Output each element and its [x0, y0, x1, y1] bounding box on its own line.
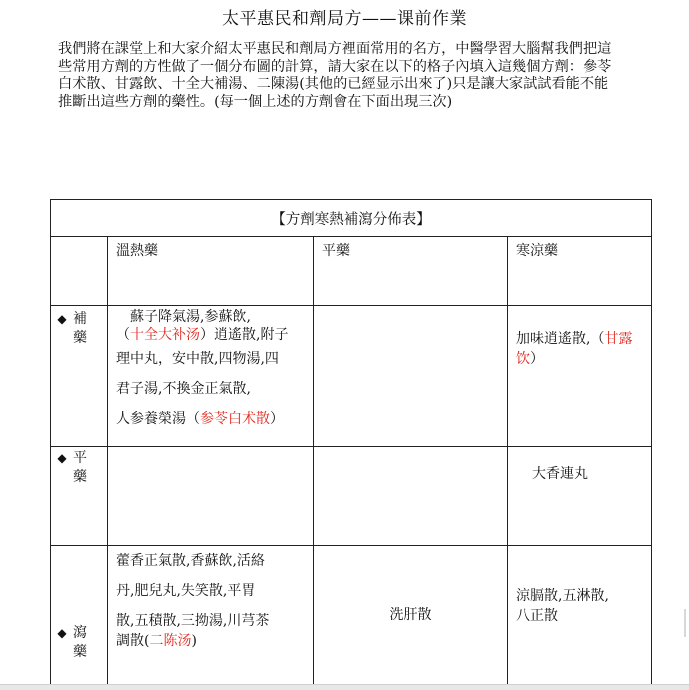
- row-header-tonify: [51, 306, 108, 447]
- diamond-bullet-icon: ◆: [57, 626, 67, 640]
- table-header: 【方劑寒熱補瀉分佈表】: [51, 200, 652, 237]
- document-title: 太平惠民和劑局方——课前作業: [222, 9, 467, 29]
- answer-text: 十全大补汤: [130, 327, 200, 343]
- row-label: 補藥: [73, 311, 87, 346]
- intro-paragraph: 我們將在課堂上和大家介紹太平惠民和劑局方裡面常用的名方，中醫學習大腦幫我們把這些常用方劑的方性做了一個分布圖的計算，請大家在以下的格子內填入這幾個方劑：參苓白术散、甘露飲、十全大補湯、二陳湯(其他的已經显示出來了)只是讓大家試試看能不能推斷出這些方劑的藥性。(每一個上述的方劑會在下面出現三次): [58, 41, 612, 110]
- row-label: 平藥: [73, 450, 87, 485]
- table-row: [51, 447, 652, 546]
- cell-neutral-cold: 大香連丸: [508, 447, 652, 546]
- column-warm: 溫熱藥: [108, 237, 314, 306]
- corner-cell: [51, 237, 108, 306]
- column-header-row: [51, 237, 652, 306]
- cell-tonify-cold: 加味逍遙散,（甘露饮）: [508, 306, 652, 447]
- column-neutral: 平藥: [314, 237, 508, 306]
- cell-tonify-neutral: [314, 306, 508, 447]
- cell-purge-neutral: 洗肝散: [314, 546, 508, 687]
- horizontal-scrollbar[interactable]: [0, 684, 689, 690]
- cell-purge-cold: 涼膈散,五淋散,八正散: [508, 546, 652, 687]
- table-row: [51, 546, 652, 687]
- cell-purge-warm: 藿香正氣散,香蘇飲,活絡 丹,肥兒丸,失笑散,平胃 散,五積散,三拗湯,川芎茶 調散(二陈汤): [108, 546, 314, 687]
- row-header-purge: [51, 546, 108, 687]
- diamond-bullet-icon: ◆: [57, 451, 67, 465]
- answer-text: 参苓白术散: [200, 411, 270, 427]
- row-label: 瀉藥: [73, 625, 87, 660]
- cell-neutral-warm: [108, 447, 314, 546]
- answer-text: 二陈汤: [149, 633, 192, 649]
- diamond-bullet-icon: ◆: [57, 312, 67, 326]
- answer-text: 甘露饮: [516, 331, 633, 367]
- column-cold: 寒涼藥: [508, 237, 652, 306]
- row-header-neutral: [51, 447, 108, 546]
- cell-tonify-warm: 蘇子降氣湯,参蘇飲, （十全大补汤）逍遙散,附子 理中丸，安中散,四物湯,四 君子湯,不換金正氣散, 人参養榮湯（参苓白术散）: [108, 306, 314, 447]
- distribution-table: [50, 199, 652, 687]
- cell-neutral-neutral: [314, 447, 508, 546]
- table-row: [51, 306, 652, 447]
- scrollbar-thumb[interactable]: [684, 609, 686, 637]
